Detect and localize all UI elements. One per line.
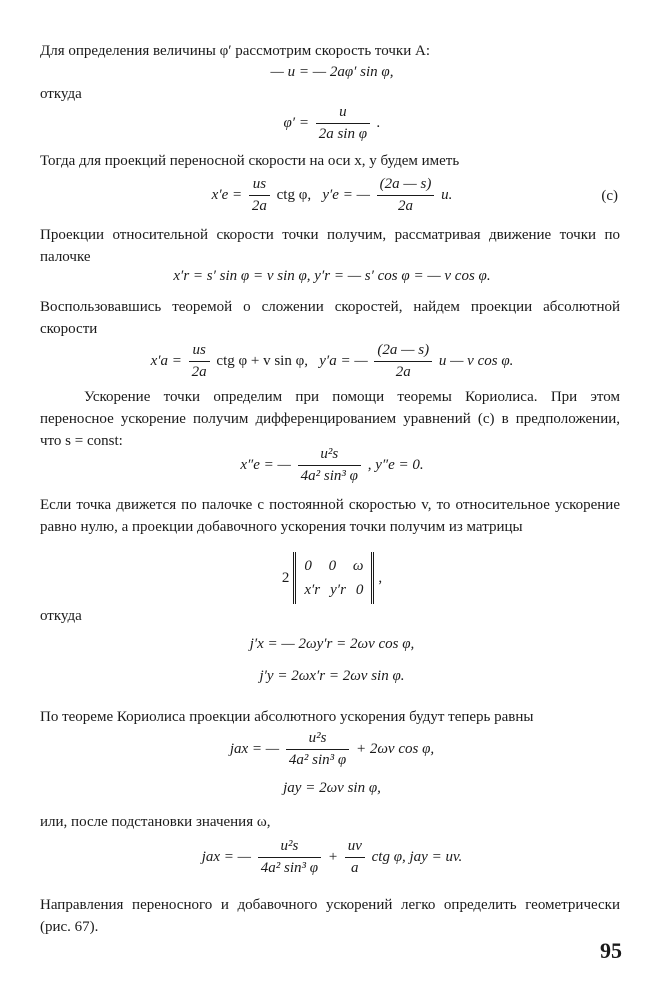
equation-6: x″e = — $\frac{\text{u²s}}{\text{4a² sin³ φ}}$ , y″e = 0.: [240, 446, 424, 484]
equation-9: jax = — $\frac{\text{u²s}}{\text{4a² sin³ φ}}$ + 2ωv cos φ,: [229, 730, 435, 768]
word-otkuda-1: откуда: [40, 86, 82, 102]
equation-11: jax = — $\frac{\text{u²s}}{\text{4a² sin³ φ}}$ + $\frac{uv}{a}$ ctg φ, jay = uv.: [201, 838, 463, 876]
paragraph-4: Воспользовавшись теоремой о сложении скоростей, найдем проекции абсолютной скорости: [40, 299, 620, 337]
equation-8: j′y = 2ωx′r = 2ωv sin φ.: [259, 668, 405, 684]
paragraph-8: или, после подстановки значения ω,: [40, 814, 271, 830]
equation-2: φ′ = $\frac{u}{\text{2a sin φ}}$ .: [283, 104, 381, 142]
equation-7: j′x = — 2ωy′r = 2ωv cos φ,: [249, 636, 415, 652]
equation-tag-c: (c): [601, 188, 618, 204]
paragraph-1: Для определения величины φ′ рассмотрим скорость точки A:: [40, 43, 430, 59]
matrix: 0 0 ω x′r y′r 0: [293, 552, 374, 604]
equation-1: — u = — 2aφ′ sin φ,: [270, 64, 394, 80]
page-number: 95: [600, 938, 622, 963]
equation-3: x′e = $\frac{us}{2a}$ ctg φ, y′e = — $\frac{(2a — s)}{2a}$ u. (c): [211, 176, 618, 214]
equation-4: x′r = s′ sin φ = v sin φ, y′r = — s′ cos φ = — v cos φ.: [173, 268, 491, 284]
equation-10: jay = 2ωv sin φ,: [283, 780, 381, 796]
paragraph-7: По теореме Кориолиса проекции абсолютного ускорения будут теперь равны: [40, 709, 534, 725]
paragraph-2: Тогда для проекций переносной скорости на оси x, y будем иметь: [40, 153, 460, 169]
equation-5: x′a = $\frac{us}{2a}$ ctg φ + v sin φ, y′a = — $\frac{(2a — s)}{2a}$ u — v cos φ.: [150, 342, 514, 380]
paragraph-5: Ускорение точки определим при помощи теоремы Кориолиса. При этом переносное ускорение получим дифференцированием уравнений (c) в предположении, что s = const:: [40, 389, 620, 449]
paragraph-9: Направления переносного и добавочного ускорений легко определить геометрически (рис. 67).: [40, 897, 620, 935]
paragraph-6: Если точка движется по палочке с постоянной скоростью v, то относительное ускорение равно нулю, а проекции добавочного ускорения точки получим из матрицы: [40, 497, 620, 535]
paragraph-3: Проекции относительной скорости точки получим, рассматривая движение точки по палочке: [40, 227, 620, 265]
matrix-equation: 2 0 0 ω x′r y′r 0 ,: [0, 552, 664, 604]
word-otkuda-2: откуда: [40, 608, 82, 624]
